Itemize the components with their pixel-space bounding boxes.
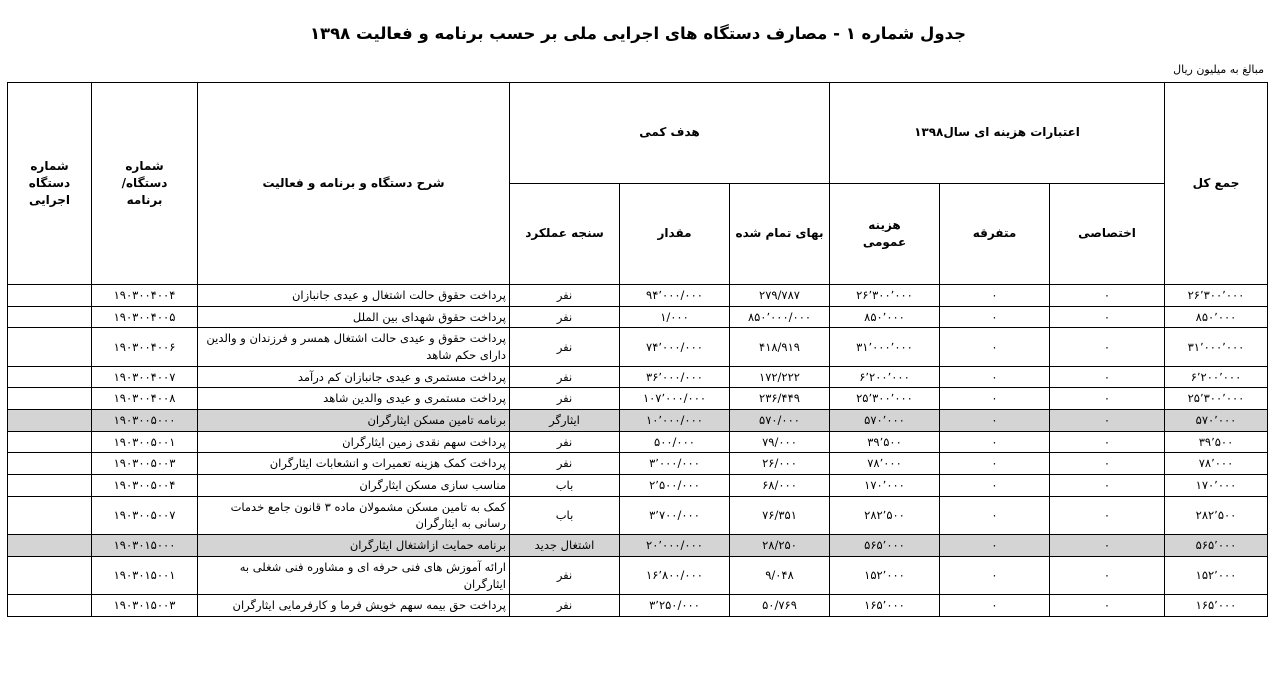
cell-total: ۶٬۲۰۰٬۰۰۰ <box>1165 366 1268 388</box>
cell-performance-measure: نفر <box>510 595 620 617</box>
cell-description: پرداخت حق بیمه سهم خویش فرما و کارفرمایی ایثارگران <box>198 595 510 617</box>
cell-agency <box>8 431 92 453</box>
col-group-quantitative-goal: هدف کمی <box>510 83 830 184</box>
col-agency <box>8 83 92 285</box>
cell-agency <box>8 595 92 617</box>
cell-miscellaneous: ۰ <box>940 556 1050 594</box>
table-row <box>8 366 1268 388</box>
cell-agency <box>8 306 92 328</box>
cell-unit-cost: ۷۹/۰۰۰ <box>730 431 830 453</box>
table-body <box>8 285 1268 617</box>
cell-quantity: ۳۶٬۰۰۰/۰۰۰ <box>620 366 730 388</box>
cell-quantity: ۷۴٬۰۰۰/۰۰۰ <box>620 328 730 366</box>
cell-dedicated: ۰ <box>1050 535 1165 557</box>
cell-miscellaneous: ۰ <box>940 535 1050 557</box>
table-header-groups <box>8 83 1268 184</box>
cell-agency <box>8 366 92 388</box>
cell-general-cost: ۱۵۲٬۰۰۰ <box>830 556 940 594</box>
col-performance-measure: سنجه عملکرد <box>510 184 620 285</box>
cell-miscellaneous: ۰ <box>940 306 1050 328</box>
table-row <box>8 535 1268 557</box>
cell-performance-measure: نفر <box>510 388 620 410</box>
cell-code: ۱۹۰۳۰۰۴۰۰۷ <box>92 366 198 388</box>
col-code-line3: برنامه <box>126 193 163 208</box>
cell-quantity: ۱۰٬۰۰۰/۰۰۰ <box>620 410 730 432</box>
cell-description: پرداخت حقوق و عیدی حالت اشتغال همسر و فرزندان و والدین دارای حکم شاهد <box>198 328 510 366</box>
cell-description: برنامه تامین مسکن ایثارگران <box>198 410 510 432</box>
cell-description: ارائه آموزش های فنی حرفه ای و مشاوره فنی شغلی به ایثارگران <box>198 556 510 594</box>
cell-miscellaneous: ۰ <box>940 595 1050 617</box>
cell-agency <box>8 496 92 534</box>
col-code-line1: شماره <box>125 158 164 173</box>
cell-quantity: ۱/۰۰۰ <box>620 306 730 328</box>
cell-performance-measure: اشتغال جدید <box>510 535 620 557</box>
col-miscellaneous: متفرقه <box>940 184 1050 285</box>
table-row <box>8 285 1268 307</box>
cell-general-cost: ۳۱٬۰۰۰٬۰۰۰ <box>830 328 940 366</box>
cell-dedicated: ۰ <box>1050 595 1165 617</box>
table-row <box>8 328 1268 366</box>
cell-performance-measure: نفر <box>510 556 620 594</box>
cell-general-cost: ۲۸۲٬۵۰۰ <box>830 496 940 534</box>
cell-quantity: ۱۶٬۸۰۰/۰۰۰ <box>620 556 730 594</box>
cell-total: ۱۵۲٬۰۰۰ <box>1165 556 1268 594</box>
cell-unit-cost: ۲۷۹/۷۸۷ <box>730 285 830 307</box>
cell-agency <box>8 556 92 594</box>
cell-unit-cost: ۶۸/۰۰۰ <box>730 475 830 497</box>
cell-miscellaneous: ۰ <box>940 388 1050 410</box>
cell-performance-measure: نفر <box>510 453 620 475</box>
cell-performance-measure: باب <box>510 475 620 497</box>
table-header <box>8 83 1268 285</box>
cell-code: ۱۹۰۳۰۰۴۰۰۵ <box>92 306 198 328</box>
col-code <box>92 83 198 285</box>
cell-miscellaneous: ۰ <box>940 366 1050 388</box>
col-total: جمع کل <box>1165 83 1268 285</box>
cell-unit-cost: ۲۳۶/۴۴۹ <box>730 388 830 410</box>
cell-dedicated: ۰ <box>1050 556 1165 594</box>
cell-description: پرداخت مستمری و عیدی والدین شاهد <box>198 388 510 410</box>
cell-agency <box>8 285 92 307</box>
cell-miscellaneous: ۰ <box>940 431 1050 453</box>
cell-description: کمک به تامین مسکن مشمولان ماده ۳ قانون جامع خدمات رسانی به ایثارگران <box>198 496 510 534</box>
cell-miscellaneous: ۰ <box>940 453 1050 475</box>
cell-dedicated: ۰ <box>1050 410 1165 432</box>
cell-quantity: ۱۰۷٬۰۰۰/۰۰۰ <box>620 388 730 410</box>
cell-total: ۵۶۵٬۰۰۰ <box>1165 535 1268 557</box>
cell-description: پرداخت حقوق حالت اشتغال و عیدی جانبازان <box>198 285 510 307</box>
cell-miscellaneous: ۰ <box>940 475 1050 497</box>
cell-general-cost: ۷۸٬۰۰۰ <box>830 453 940 475</box>
cell-miscellaneous: ۰ <box>940 496 1050 534</box>
cell-miscellaneous: ۰ <box>940 410 1050 432</box>
cell-code: ۱۹۰۳۰۰۵۰۰۳ <box>92 453 198 475</box>
cell-general-cost: ۱۶۵٬۰۰۰ <box>830 595 940 617</box>
cell-total: ۳۱٬۰۰۰٬۰۰۰ <box>1165 328 1268 366</box>
cell-unit-cost: ۵۰/۷۶۹ <box>730 595 830 617</box>
cell-code: ۱۹۰۳۰۰۵۰۰۴ <box>92 475 198 497</box>
cell-quantity: ۵۰۰/۰۰۰ <box>620 431 730 453</box>
cell-quantity: ۳٬۷۰۰/۰۰۰ <box>620 496 730 534</box>
cell-code: ۱۹۰۳۰۰۴۰۰۸ <box>92 388 198 410</box>
cell-dedicated: ۰ <box>1050 496 1165 534</box>
cell-performance-measure: باب <box>510 496 620 534</box>
page-title: جدول شماره ۱ - مصارف دستگاه های اجرایی ملی بر حسب برنامه و فعالیت ۱۳۹۸ <box>309 24 967 43</box>
cell-performance-measure: نفر <box>510 285 620 307</box>
cell-general-cost: ۱۷۰٬۰۰۰ <box>830 475 940 497</box>
cell-dedicated: ۰ <box>1050 388 1165 410</box>
cell-dedicated: ۰ <box>1050 306 1165 328</box>
cell-general-cost: ۵۶۵٬۰۰۰ <box>830 535 940 557</box>
table-row <box>8 496 1268 534</box>
cell-agency <box>8 453 92 475</box>
col-dedicated: اختصاصی <box>1050 184 1165 285</box>
cell-description: پرداخت مستمری و عیدی جانبازان کم درآمد <box>198 366 510 388</box>
cell-dedicated: ۰ <box>1050 366 1165 388</box>
cell-description: مناسب سازی مسکن ایثارگران <box>198 475 510 497</box>
cell-quantity: ۲٬۵۰۰/۰۰۰ <box>620 475 730 497</box>
budget-table <box>7 82 1268 617</box>
cell-unit-cost: ۵۷۰/۰۰۰ <box>730 410 830 432</box>
cell-total: ۲۵٬۳۰۰٬۰۰۰ <box>1165 388 1268 410</box>
cell-code: ۱۹۰۳۰۱۵۰۰۱ <box>92 556 198 594</box>
cell-performance-measure: نفر <box>510 366 620 388</box>
cell-miscellaneous: ۰ <box>940 285 1050 307</box>
table-row <box>8 595 1268 617</box>
col-description: شرح دستگاه و برنامه و فعالیت <box>198 83 510 285</box>
cell-dedicated: ۰ <box>1050 431 1165 453</box>
cell-performance-measure: نفر <box>510 328 620 366</box>
cell-description: برنامه حمایت ازاشتغال ایثارگران <box>198 535 510 557</box>
cell-unit-cost: ۲۸/۲۵۰ <box>730 535 830 557</box>
cell-general-cost: ۳۹٬۵۰۰ <box>830 431 940 453</box>
cell-performance-measure: نفر <box>510 306 620 328</box>
cell-total: ۸۵۰٬۰۰۰ <box>1165 306 1268 328</box>
col-quantity: مقدار <box>620 184 730 285</box>
cell-general-cost: ۵۷۰٬۰۰۰ <box>830 410 940 432</box>
table-row <box>8 306 1268 328</box>
cell-general-cost: ۶٬۲۰۰٬۰۰۰ <box>830 366 940 388</box>
cell-unit-cost: ۴۱۸/۹۱۹ <box>730 328 830 366</box>
table-row <box>8 556 1268 594</box>
cell-total: ۱۶۵٬۰۰۰ <box>1165 595 1268 617</box>
table-row <box>8 431 1268 453</box>
cell-unit-cost: ۹/۰۴۸ <box>730 556 830 594</box>
table-row <box>8 388 1268 410</box>
cell-agency <box>8 410 92 432</box>
cell-quantity: ۲۰٬۰۰۰/۰۰۰ <box>620 535 730 557</box>
cell-performance-measure: ایثارگر <box>510 410 620 432</box>
cell-total: ۲۶٬۳۰۰٬۰۰۰ <box>1165 285 1268 307</box>
table-row <box>8 453 1268 475</box>
cell-total: ۲۸۲٬۵۰۰ <box>1165 496 1268 534</box>
cell-quantity: ۳٬۰۰۰/۰۰۰ <box>620 453 730 475</box>
col-agency-line2: دستگاه <box>28 175 71 190</box>
cell-code: ۱۹۰۳۰۰۴۰۰۶ <box>92 328 198 366</box>
col-general-cost <box>830 184 940 285</box>
col-general-cost-line2: عمومی <box>862 235 907 250</box>
cell-total: ۳۹٬۵۰۰ <box>1165 431 1268 453</box>
cell-unit-cost: ۱۷۲/۲۲۲ <box>730 366 830 388</box>
cell-general-cost: ۲۶٬۳۰۰٬۰۰۰ <box>830 285 940 307</box>
col-unit-cost: بهای تمام شده <box>730 184 830 285</box>
cell-general-cost: ۸۵۰٬۰۰۰ <box>830 306 940 328</box>
cell-dedicated: ۰ <box>1050 475 1165 497</box>
col-agency-line1: شماره <box>30 158 69 173</box>
cell-description: پرداخت حقوق شهدای بین الملل <box>198 306 510 328</box>
cell-miscellaneous: ۰ <box>940 328 1050 366</box>
cell-unit-cost: ۲۶/۰۰۰ <box>730 453 830 475</box>
cell-code: ۱۹۰۳۰۰۵۰۰۱ <box>92 431 198 453</box>
cell-dedicated: ۰ <box>1050 285 1165 307</box>
cell-code: ۱۹۰۳۰۱۵۰۰۰ <box>92 535 198 557</box>
cell-dedicated: ۰ <box>1050 328 1165 366</box>
cell-total: ۱۷۰٬۰۰۰ <box>1165 475 1268 497</box>
cell-total: ۷۸٬۰۰۰ <box>1165 453 1268 475</box>
cell-code: ۱۹۰۳۰۰۴۰۰۴ <box>92 285 198 307</box>
cell-agency <box>8 328 92 366</box>
col-agency-line3: اجرایی <box>29 193 70 208</box>
col-code-line2: دستگاه/ <box>121 175 168 190</box>
table-row <box>8 475 1268 497</box>
cell-code: ۱۹۰۳۰۱۵۰۰۳ <box>92 595 198 617</box>
col-group-credits: اعتبارات هزینه ای سال۱۳۹۸ <box>830 83 1165 184</box>
cell-dedicated: ۰ <box>1050 453 1165 475</box>
table-row <box>8 410 1268 432</box>
cell-quantity: ۹۴٬۰۰۰/۰۰۰ <box>620 285 730 307</box>
cell-general-cost: ۲۵٬۳۰۰٬۰۰۰ <box>830 388 940 410</box>
cell-agency <box>8 388 92 410</box>
cell-agency <box>8 535 92 557</box>
cell-unit-cost: ۸۵۰٬۰۰۰/۰۰۰ <box>730 306 830 328</box>
cell-code: ۱۹۰۳۰۰۵۰۰۷ <box>92 496 198 534</box>
cell-description: پرداخت کمک هزینه تعمیرات و انشعابات ایثارگران <box>198 453 510 475</box>
cell-description: پرداخت سهم نقدی زمین ایثارگران <box>198 431 510 453</box>
cell-unit-cost: ۷۶/۳۵۱ <box>730 496 830 534</box>
cell-quantity: ۳٬۲۵۰/۰۰۰ <box>620 595 730 617</box>
cell-code: ۱۹۰۳۰۰۵۰۰۰ <box>92 410 198 432</box>
col-general-cost-line1: هزینه <box>868 217 901 232</box>
units-note: مبالغ به میلیون ریال <box>1173 63 1264 77</box>
cell-agency <box>8 475 92 497</box>
cell-total: ۵۷۰٬۰۰۰ <box>1165 410 1268 432</box>
cell-performance-measure: نفر <box>510 431 620 453</box>
